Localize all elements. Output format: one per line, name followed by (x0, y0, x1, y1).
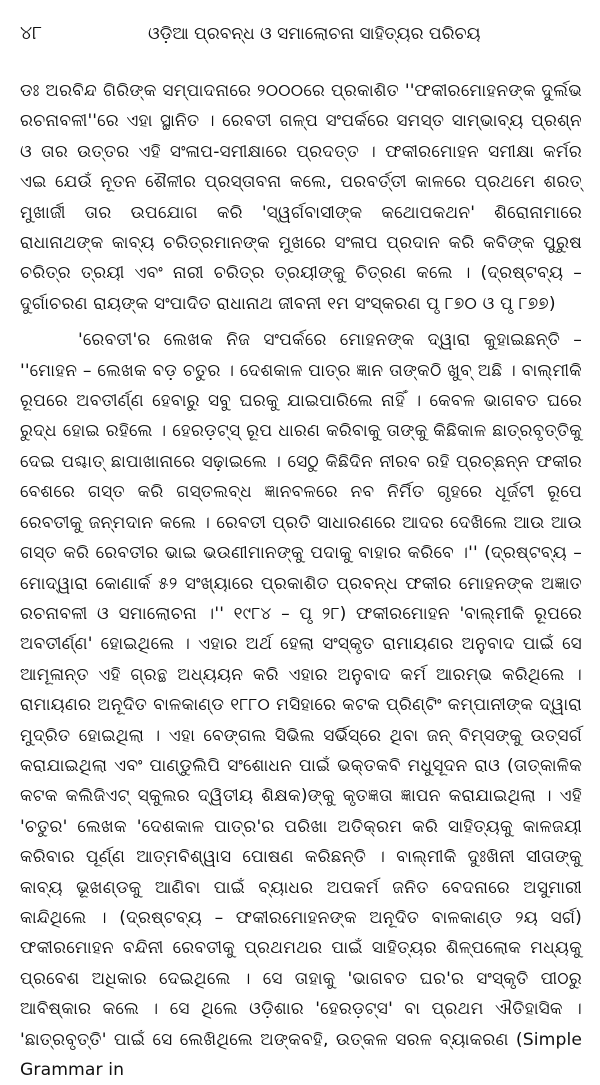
page-number: ୪୮ (20, 22, 43, 44)
page-header (20, 22, 582, 62)
paragraph-1: ଡଃ ଅରବିନ୍ଦ ଗିରିଙ୍କ ସମ୍ପାଦନାରେ ୨୦୦୦ରେ ପ୍ରକାଶିତ ''ଫକୀରମୋହନଙ୍କ ଦୁର୍ଲଭ ରଚନାବଳୀ''ରେ ଏହା ସ୍ଥାନିତ । ରେବତୀ ଗଳ୍ପ ସଂପର୍କରେ ସମସ୍ତ ସାମ୍ଭାବ୍ୟ ପ୍ରଶ୍ନ ଓ ତାର ଉତ୍ତର ଏହି ସଂଳାପ-ସମୀକ୍ଷାରେ ପ୍ରଦତ୍ତ । ଫକୀରମୋହନ ସମୀକ୍ଷା କର୍ମର ଏଇ ଯେଉଁ ନୂତନ ଶୈଳୀର ପ୍ରସ୍ତାବନା କଲେ, ପରବର୍ତ୍ତୀ କାଳରେ ପ୍ରଥମେ ଶରତ୍ ମୁଖାର୍ଜୀ ତାର ଉପଯୋଗ କରି 'ସ୍ୱର୍ଗବାସୀଙ୍କ କଥୋପକଥନ' ଶିରୋନାମାରେ ରାଧାନାଥଙ୍କ କାବ୍ୟ ଚରିତ୍ରମାନଙ୍କ ମୁଖରେ ସଂଳାପ ପ୍ରଦାନ କରି କବିଙ୍କ ପୁରୁଷ ଚରିତ୍ର ତ୍ରୟୀ ଏବଂ ନାରୀ ଚରିତ୍ର ତ୍ରୟୀଙ୍କୁ ଚିତ୍ରଣ କଲେ । (ଦ୍ରଷ୍ଟବ୍ୟ – ଦୁର୍ଗାଚରଣ ରାୟଙ୍କ ସଂପାଦିତ ରାଧାନାଥ ଜୀବନୀ ୧ମ ସଂସ୍କରଣ ପୃ ୮୭୦ ଓ ପୃ ୮୭୭) (20, 81, 582, 314)
running-title: ଓଡ଼ିଆ ପ୍ରବନ୍ଧ ଓ ସମାଲୋଚନା ସାହିତ୍ୟର ପରିଚୟ (148, 24, 481, 44)
paragraph-2: 'ରେବତୀ'ର ଲେଖକ ନିଜ ସଂପର୍କରେ ମୋହନଙ୍କ ଦ୍ୱାରା କୁହାଇଛନ୍ତି – ''ମୋହନ – ଲେଖକ ବଡ଼ ଚତୁର । ଦେଶକାଳ ପାତ୍ର ଜ୍ଞାନ ତାଙ୍କଠି ଖୁବ୍ ଅଛି । ବାଲ୍ମୀକି ରୂପରେ ଅବତୀର୍ଣ୍ଣ ହେବାରୁ ସବୁ ଘରକୁ ଯାଇପାରିଲେ ନାହିଁ । କେବଳ ଭାଗବତ ଘରେ ରୁଦ୍ଧ ହୋଇ ରହିଲେ । ହେରଡ଼ଟ୍ସ୍ ରୂପ ଧାରଣ କରିବାକୁ ତାଙ୍କୁ କିଛିକାଳ ଛାତ୍ରବୃତ୍ତିକୁ ଦେଇ ପଶ୍ଚାତ୍ ଛାପାଖାନାରେ ସଢ଼ାଇଲେ । ସେଠୁ କିଛିଦିନ ନୀରବ ରହି ପ୍ରଚ୍ଛନ୍ନ ଫକୀର ବେଶରେ ଗସ୍ତ କରି ଗସ୍ତଲବ୍ଧ ଜ୍ଞାନବଳରେ ନବ ନିର୍ମିତ ଗୃହରେ ଧୂର୍ଜଟୀ ରୂପେ ରେବତୀକୁ ଜନ୍ମଦାନ କଲେ । ରେବତୀ ପ୍ରତି ସାଧାରଣରେ ଆଦର ଦେଖିଲେ ଆଉ ଆଉ ଗସ୍ତ କରି ରେବତୀର ଭାଇ ଭଉଣୀମାନଙ୍କୁ ପଦାକୁ ବାହାର କରିବେ ।'' (ଦ୍ରଷ୍ଟବ୍ୟ – ମୋଦ୍ୱାରା କୋଣାର୍କ ୫୨ ସଂଖ୍ୟାରେ ପ୍ରକାଶିତ ପ୍ରବନ୍ଧ ଫକୀର ମୋହନଙ୍କ ଅଜ୍ଞାତ ରଚନାବଳୀ ଓ ସମାଲୋଚନା ।'' ୧୯୮୪ – ପୃ ୨୮) ଫକୀରମୋହନ 'ବାଲ୍ମୀକି ରୂପରେ ଅବତୀର୍ଣ୍ଣ' ହୋଇଥିଲେ । ଏହାର ଅର୍ଥ ହେଲା ସଂସ୍କୃତ ରାମାୟଣର ଅନୁବାଦ ପାଇଁ ସେ ଆମୂଳାନ୍ତ ଏହି ଗ୍ରନ୍ଥ ଅଧ୍ୟୟନ କରି ଏହାର ଅନୁବାଦ କର୍ମ ଆରମ୍ଭ କରିଥିଲେ । ରାମାୟଣର ଅନୂଦିତ ବାଳକାଣ୍ଡ ୧୮୮୦ ମସିହାରେ କଟକ ପ୍ରିଣ୍ଟିଂ କମ୍ପାନୀଙ୍କ ଦ୍ୱାରା ମୁଦ୍ରିତ ହୋଇଥିଲା । ଏହା ବେଙ୍ଗଲ ସିଭିଲ ସର୍ଭିସ୍‌ରେ ଥିବା ଜନ୍ ବିମ୍ସଙ୍କୁ ଉତ୍ସର୍ଗ କରାଯାଇଥିଲା ଏବଂ ପାଣ୍ଡୁଲିପି ସଂଶୋଧନ ପାଇଁ ଭକ୍ତକବି ମଧୁସୂଦନ ରାଓ (ତାତ୍କାଳିକ କଟକ କଲିଜିଏଟ୍ ସ୍କୁଲର ଦ୍ୱିତୀୟ ଶିକ୍ଷକ)ଙ୍କୁ କୃତଜ୍ଞତା ଜ୍ଞାପନ କରାଯାଇଥିଲା । ଏହି 'ଚତୁର' ଲେଖକ 'ଦେଶକାଳ ପାତ୍ର'ର ପରିଖା ଅତିକ୍ରମ କରି ସାହିତ୍ୟକୁ କାଳଜୟୀ କରିବାର ପୂର୍ଣ୍ଣ ଆତ୍ମବିଶ୍ୱାସ ପୋଷଣ କରିଛନ୍ତି । ବାଲ୍ମୀକି ଦୁଃଖିନୀ ସୀତାଙ୍କୁ କାବ୍ୟ ଭୂଖଣ୍ଡକୁ ଆଣିବା ପାଇଁ ବ୍ୟାଧର ଅପକର୍ମ ଜନିତ ବେଦନାରେ ଅସୁମାରୀ କାନ୍ଦିଥିଲେ । (ଦ୍ରଷ୍ଟବ୍ୟ – ଫକୀରମୋହନଙ୍କ ଅନୂଦିତ ବାଳକାଣ୍ଡ ୨ୟ ସର୍ଗ) ଫକୀରମୋହନ ବନ୍ଦିନୀ ରେବତୀକୁ ପ୍ରଥମଥର ପାଇଁ ସାହିତ୍ୟର ଶିଳ୍ପଲୋକ ମଧ୍ୟକୁ ପ୍ରବେଶ ଅଧିକାର ଦେଇଥିଲେ । ସେ ତାହାକୁ 'ଭାଗବତ ଘର'ର ସଂସ୍କୃତି ପୀଠରୁ ଆବିଷ୍କାର କଲେ । ସେ ଥିଲେ ଓଡ଼ିଶାର 'ହେରଡ଼ଟ୍ସ' ବା ପ୍ରଥମ ଐତିହାସିକ । 'ଛାତ୍ରବୃତ୍ତି' ପାଇଁ ସେ ଲେଖିଥିଲେ ଅଙ୍କବହି, ଉତ୍କଳ ସରଳ ବ୍ୟାକରଣ (Simple Grammar in (20, 330, 582, 1080)
body-text (20, 76, 582, 1085)
